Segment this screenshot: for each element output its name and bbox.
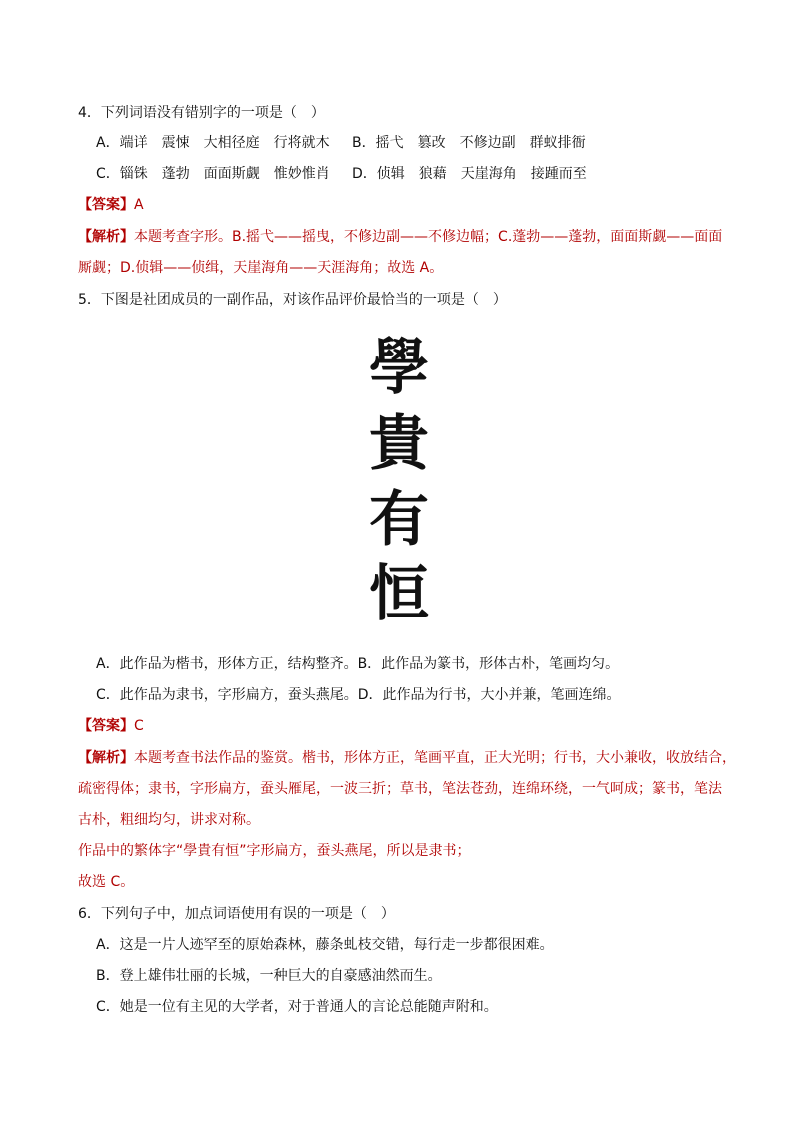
calligraphy-char: 恒: [369, 559, 429, 620]
q5-analysis-line-5: 故选 C。: [78, 874, 135, 890]
q4-analysis-line-1: [78, 227, 722, 247]
answer-value: A: [134, 197, 144, 213]
q4-answer: [78, 195, 144, 215]
q4-analysis-line-2: 厮觑；D.侦辑——侦缉，天崖海角——天涯海角；故选 A。: [78, 260, 444, 276]
calligraphy-char: 學: [369, 333, 429, 403]
q4-option-a: A．端详 震悚 大相径庭 行将就木: [96, 135, 330, 151]
calligraphy-char: 貴: [369, 409, 429, 479]
q4-option-b: B．摇弋 篡改 不修边副 群蚁排衙: [352, 135, 586, 151]
analysis-tag: 【解析】: [78, 750, 134, 766]
q5-stem: 5．下图是社团成员的一副作品，对该作品评价最恰当的一项是（ ）: [78, 292, 507, 308]
answer-tag: 【答案】: [78, 197, 134, 213]
q6-option-b: B．登上雄伟壮丽的长城，一种巨大的自豪感油然而生。: [96, 968, 442, 984]
analysis-text: 本题考查书法作品的鉴赏。楷书，形体方正，笔画平直，正大光明；行书，大小兼收，收放结合，: [134, 750, 736, 766]
answer-value: C: [134, 718, 144, 734]
q5-analysis-line-2: 疏密得体；隶书，字形扁方，蚕头雁尾，一波三折；草书，笔法苍劲，连绵环绕，一气呵成；篆书，笔法: [78, 781, 722, 797]
q5-answer: [78, 716, 144, 736]
q5-options-cd: C．此作品为隶书，字形扁方，蚕头燕尾。D．此作品为行书，大小并兼，笔画连绵。: [96, 687, 621, 703]
q6-option-a: A．这是一片人迹罕至的原始森林，藤条虬枝交错，每行走一步都很困难。: [96, 937, 554, 953]
calligraphy-artwork: [344, 330, 454, 620]
q4-option-d: D．侦辑 狼藉 天崖海角 接踵而至: [352, 166, 587, 182]
q4-stem: 4．下列词语没有错别字的一项是（ ）: [78, 105, 325, 121]
q5-analysis-line-3: 古朴，粗细均匀，讲求对称。: [78, 812, 260, 828]
q5-options-ab: A．此作品为楷书，形体方正，结构整齐。B．此作品为篆书，形体古朴，笔画均匀。: [96, 656, 620, 672]
analysis-tag: 【解析】: [78, 229, 134, 245]
answer-tag: 【答案】: [78, 718, 134, 734]
analysis-text: 本题考查字形。B.摇弋——摇曳，不修边副——不修边幅；C.蓬勃——蓬勃，面面斯觑——面面: [134, 229, 723, 245]
q6-option-c: C．她是一位有主见的大学者，对于普通人的言论总能随声附和。: [96, 999, 498, 1015]
q4-option-c: C．锱铢 蓬勃 面面斯觑 惟妙惟肖: [96, 166, 330, 182]
q5-analysis-line-1: [78, 748, 736, 768]
q6-stem: 6．下列句子中，加点词语使用有误的一项是（ ）: [78, 906, 395, 922]
calligraphy-char: 有: [369, 485, 429, 555]
q5-analysis-line-4: 作品中的繁体字“學貴有恒”字形扁方，蚕头燕尾，所以是隶书；: [78, 843, 471, 859]
